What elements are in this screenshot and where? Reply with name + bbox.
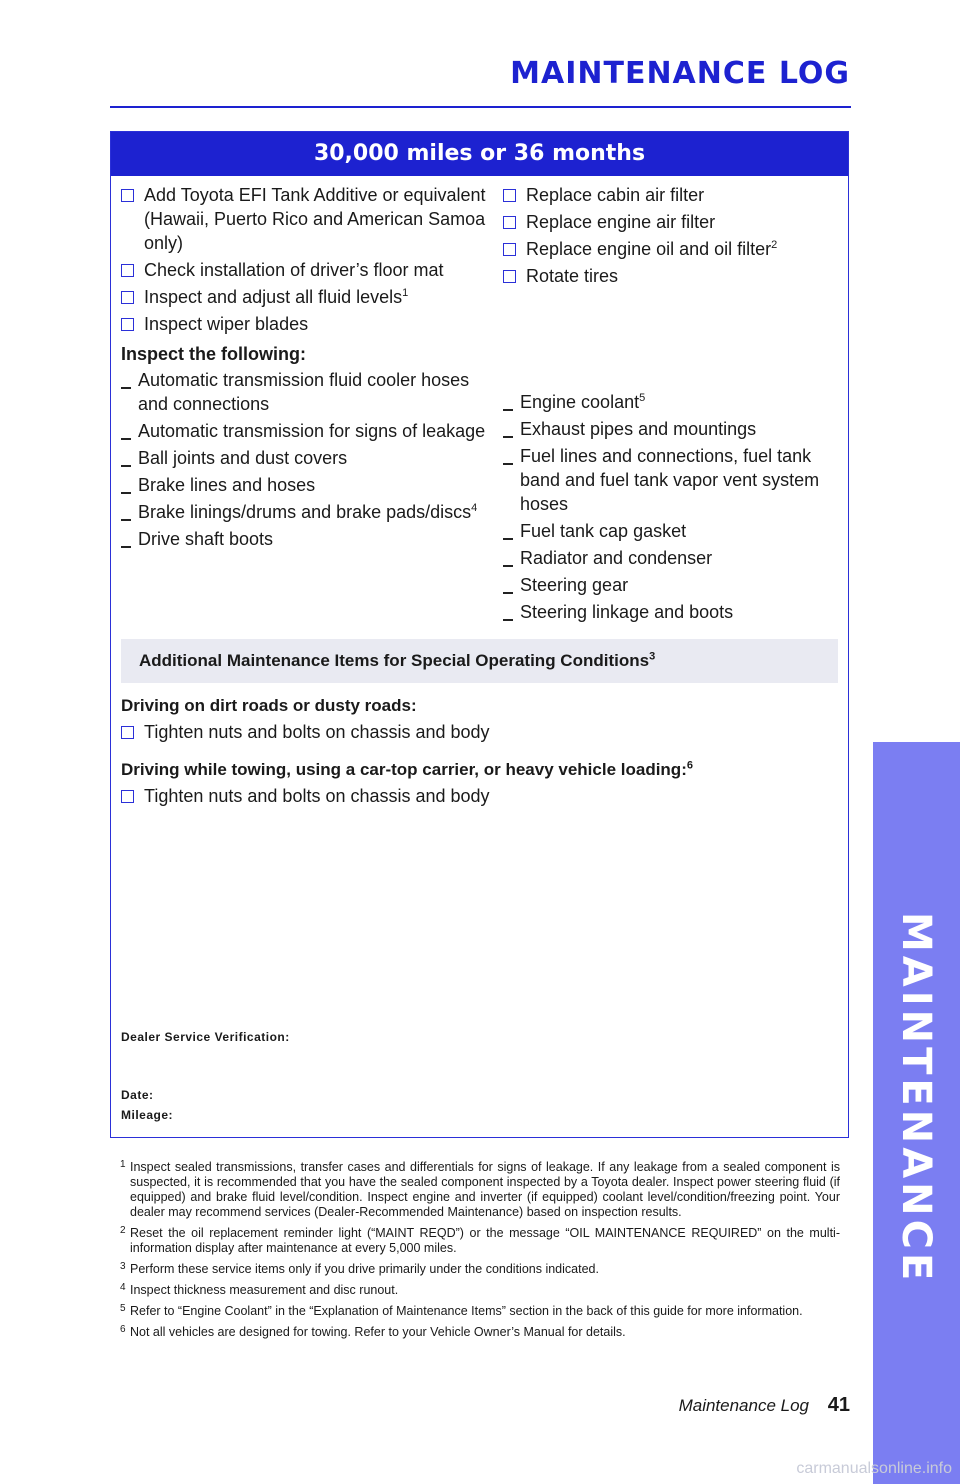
service-items-right [503,180,838,339]
condition-item [111,720,848,744]
date-label: Date: [121,1088,154,1102]
dash-bullet [503,409,513,411]
service-item: Replace engine air filter [503,210,838,234]
footnote: 2 Reset the oil replacement reminder light (“MAINT REQD”) or the message “OIL MAINTENANCE REQUIRED” on the multi-information display after maintenance at every 5,000 miles. [120,1225,840,1255]
inspect-item: Steering linkage and boots [503,600,838,624]
inspect-item: Exhaust pipes and mountings [503,417,838,441]
dash-bullet [121,519,131,521]
condition-item [111,784,848,808]
dash-bullet [121,438,131,440]
service-item: Replace cabin air filter [503,183,838,207]
inspect-list-right [503,365,838,627]
inspect-list-left [121,365,503,627]
dash-bullet [503,538,513,540]
section-tab [873,742,960,1484]
inspect-item: Ball joints and dust covers [121,446,503,470]
footnote: 5 Refer to “Engine Coolant” in the “Explanation of Maintenance Items” section in the back of this guide for more information. [120,1303,803,1318]
page-footer [679,1394,850,1417]
service-item: Rotate tires [503,264,838,288]
additional-items-band: Additional Maintenance Items for Special Operating Conditions$^3$ [121,639,838,683]
condition-title: Driving while towing, using a car-top carrier, or heavy vehicle loading:$^6$ [121,759,693,779]
checkbox[interactable] [503,270,516,283]
title-rule [110,106,851,108]
dash-bullet [121,465,131,467]
checkbox[interactable] [121,189,134,202]
checkbox[interactable] [503,189,516,202]
service-item: Tighten nuts and bolts on chassis and body [121,784,838,808]
inspect-item: Brake lines and hoses [121,473,503,497]
inspect-item: Brake linings/drums and brake pads/discs$^4$ [121,500,503,524]
maintenance-box [110,131,849,1138]
checkbox[interactable] [503,243,516,256]
interval-header: 30,000 miles or 36 months [111,132,848,176]
inspect-item: Steering gear [503,573,838,597]
footnote: 6 Not all vehicles are designed for towing. Refer to your Vehicle Owner’s Manual for details. [120,1324,626,1339]
page-title: MAINTENANCE LOG [510,56,850,91]
checkbox[interactable] [121,264,134,277]
dash-bullet [503,592,513,594]
dealer-verification-label: Dealer Service Verification: [121,1030,290,1044]
footer-label: Maintenance Log [678,1396,810,1415]
service-item: Add Toyota EFI Tank Additive or equivalent (Hawaii, Puerto Rico and American Samoa only) [121,183,503,255]
mileage-label: Mileage: [121,1108,174,1122]
checkbox[interactable] [121,726,134,739]
footnote: 4 Inspect thickness measurement and disc runout. [120,1282,399,1297]
service-item: Inspect wiper blades [121,312,503,336]
service-item: Replace engine oil and oil filter$^2$ [503,237,838,261]
service-items [111,176,848,339]
service-item: Tighten nuts and bolts on chassis and body [121,720,838,744]
dash-bullet [503,619,513,621]
checkbox[interactable] [121,318,134,331]
checkbox[interactable] [503,216,516,229]
inspect-item: Fuel lines and connections, fuel tank band and fuel tank vapor vent system hoses [503,444,838,516]
inspect-item: Automatic transmission fluid cooler hoses and connections [121,368,503,416]
service-item: Check installation of driver’s floor mat [121,258,503,282]
footnote: 1 Inspect sealed transmissions, transfer cases and differentials for signs of leakage. If any leakage from a sealed component is suspected, it is recommended that you have the sealed component inspected by a Toyota dealer. Inspect power steering fluid (if equipped) and brake fluid level/condition. Inspect engine and inverter (if equipped) coolant level/condition/freezing point. Your dealer may recommend services (Dealer-Recommended Maintenance) based on inspection results. [120,1159,840,1219]
footnote: 3 Perform these service items only if you drive primarily under the conditions indicated. [120,1261,599,1276]
condition-title: Driving on dirt roads or dusty roads: [121,696,417,715]
dash-bullet [121,492,131,494]
dash-bullet [503,436,513,438]
footnotes [120,1160,840,1346]
inspect-list [111,365,848,627]
inspect-item: Radiator and condenser [503,546,838,570]
service-items-left [121,180,503,339]
section-tab-label: MAINTENANCE [893,912,939,1285]
page-number: 41 [827,1394,850,1416]
inspect-item: Fuel tank cap gasket [503,519,838,543]
dash-bullet [121,546,131,548]
inspect-item: Automatic transmission for signs of leakage [121,419,503,443]
dash-bullet [503,565,513,567]
dash-bullet [121,387,131,389]
dash-bullet [503,463,513,465]
checkbox[interactable] [121,790,134,803]
watermark: carmanualsonline.info [796,1460,952,1477]
inspect-item: Engine coolant$^5$ [503,390,838,414]
service-item: Inspect and adjust all fluid levels$^1$ [121,285,503,309]
inspect-title: Inspect the following: [121,344,306,364]
checkbox[interactable] [121,291,134,304]
inspect-item: Drive shaft boots [121,527,503,551]
